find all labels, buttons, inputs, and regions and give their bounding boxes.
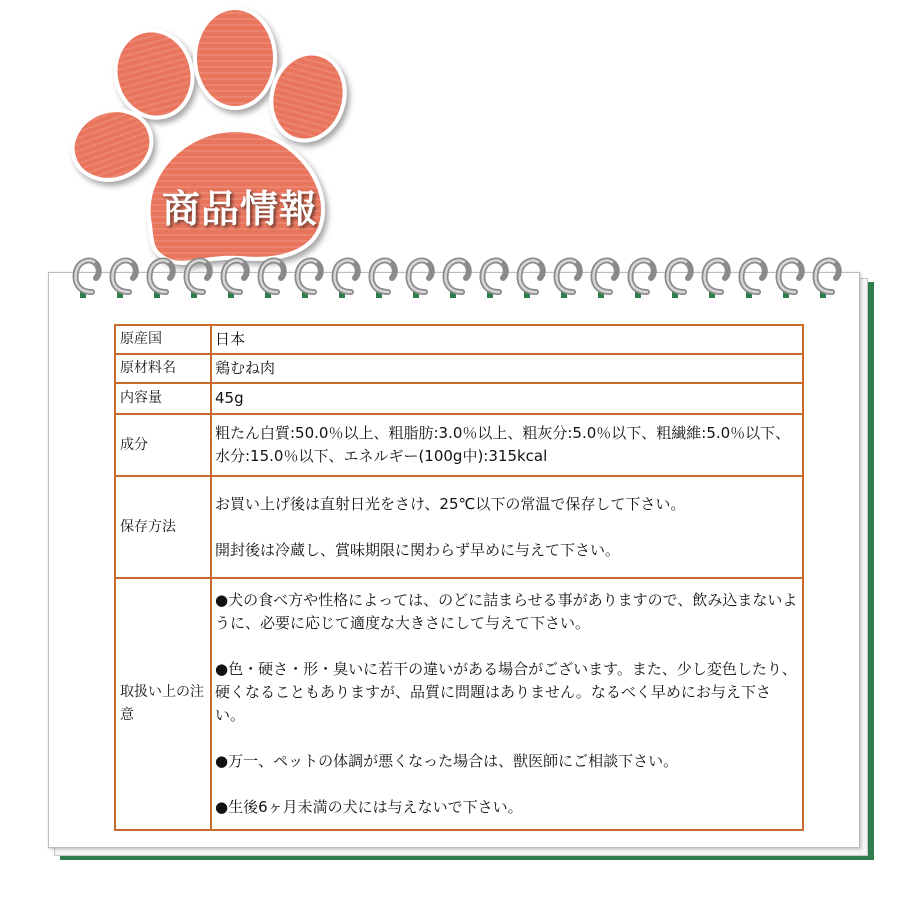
spiral-binding: [0, 254, 920, 314]
row-label-storage: 保存方法: [115, 476, 211, 578]
handling-note: ●犬の食べ方や性格によっては、のどに詰まらせる事がありますので、飲み込まないように、必要に応じて適度な大きさにして与えて下さい。: [215, 591, 798, 632]
product-info-table: [114, 324, 804, 831]
page-title: 商品情報: [161, 187, 318, 231]
row-label-composition: 成分: [115, 414, 211, 476]
row-label-handling: 取扱い上の注意: [115, 578, 211, 830]
row-label-ingredients: 原材料名: [115, 354, 211, 383]
row-value-storage: [211, 476, 803, 578]
table-row-origin: [115, 325, 803, 354]
row-value-net-weight: 45g: [211, 383, 803, 414]
storage-text: お買い上げ後は直射日光をさけ、25℃以下の常温で保存して下さい。: [215, 494, 686, 513]
storage-text: 開封後は冷蔵し、賞味期限に関わらず早めに与えて下さい。: [215, 540, 621, 559]
row-value-composition: 粗たん白質:50.0％以上、粗脂肪:3.0％以上、粗灰分:5.0％以下、粗繊維:5.0％以下、水分:15.0％以下、エネルギー(100g中):315kcal: [211, 414, 803, 476]
row-value-ingredients: 鶏むね肉: [211, 354, 803, 383]
spiral-ring-icon: [76, 260, 839, 298]
handling-note: ●生後6ヶ月未満の犬には与えないで下さい。: [215, 798, 523, 816]
table-row-composition: [115, 414, 803, 476]
table-row-net-weight: [115, 383, 803, 414]
handling-note: ●万一、ペットの体調が悪くなった場合は、獣医師にご相談下さい。: [215, 752, 679, 770]
row-value-origin: 日本: [211, 325, 803, 354]
row-label-net-weight: 内容量: [115, 383, 211, 414]
table-row-handling: [115, 578, 803, 830]
table-row-ingredients: [115, 354, 803, 383]
row-label-origin: 原産国: [115, 325, 211, 354]
handling-note: ●色・硬さ・形・臭いに若干の違いがある場合がございます。また、少し変色したり、硬くなることもありますが、品質に問題はありません。なるべく早めにお与え下さい。: [215, 660, 797, 724]
row-value-handling: [211, 578, 803, 830]
table-row-storage: [115, 476, 803, 578]
